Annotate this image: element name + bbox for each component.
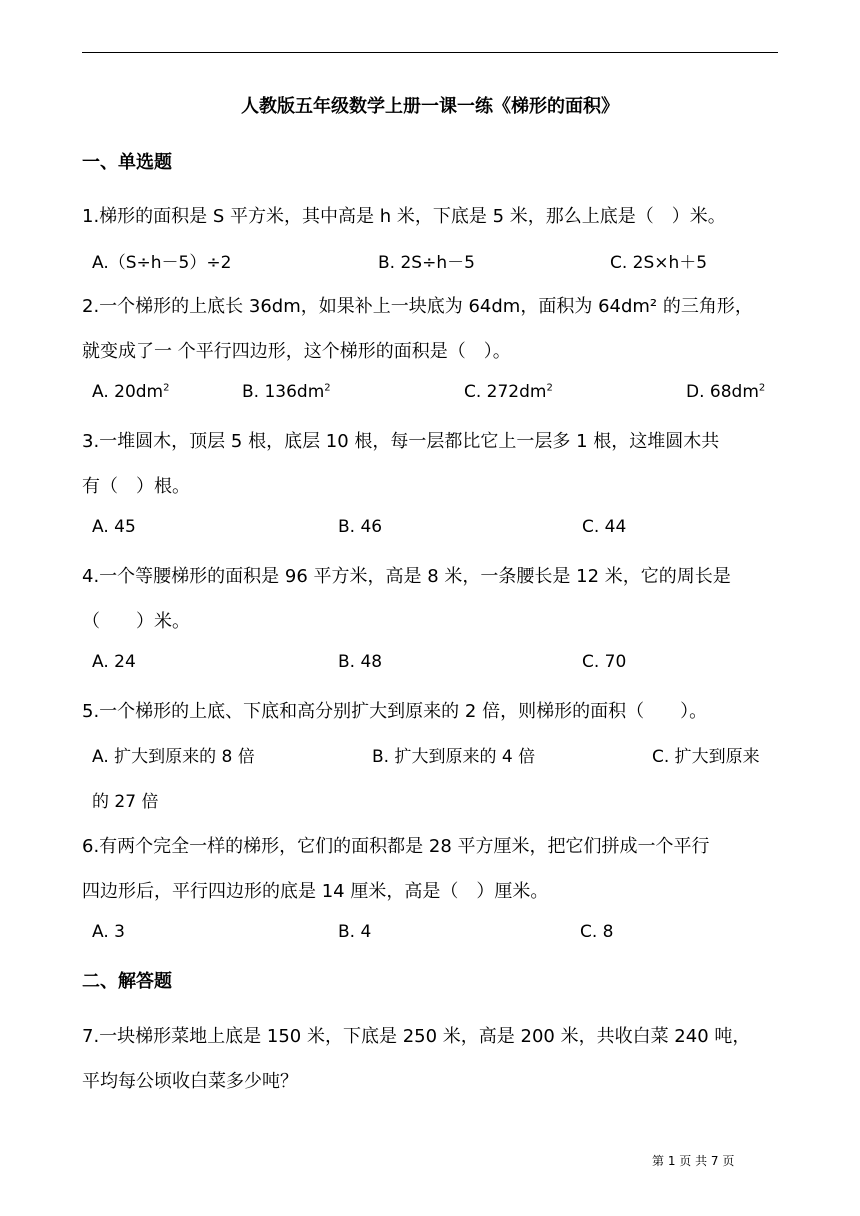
question-5-option-c-continued: 的 27 倍 (92, 792, 159, 812)
section-heading-single-choice: 一、单选题 (82, 152, 172, 173)
question-6-line-2: 四边形后，平行四边形的底是 14 厘米，高是（ ）厘米。 (82, 881, 549, 902)
question-5-option-c: C. 扩大到原来 (652, 747, 760, 767)
section-heading-answer-questions: 二、解答题 (82, 971, 172, 992)
document-title: 人教版五年级数学上册一课一练《梯形的面积》 (241, 96, 619, 117)
question-6-option-a: A. 3 (92, 922, 125, 942)
question-2-option-b: B. $136dm^2$ (242, 382, 331, 402)
question-4-option-b: B. 48 (338, 652, 383, 672)
question-2-option-a: A. $20dm^2$ (92, 382, 170, 402)
question-1-text: 1.梯形的面积是 S 平方米，其中高是 h 米，下底是 5 米，那么上底是（ ）米。 (82, 206, 726, 227)
question-5-option-b: B. 扩大到原来的 4 倍 (372, 747, 536, 767)
question-1-option-c: C. 2S×h＋5 (610, 253, 708, 273)
question-7-line-2: 平均每公顷收白菜多少吨？ (82, 1071, 298, 1092)
question-2-option-c: C. $272dm^2$ (464, 382, 553, 402)
question-4-line-2: （ ）米。 (82, 611, 190, 632)
question-1-option-a: A.（S÷h－5）÷2 (92, 253, 232, 273)
question-3-option-a: A. 45 (92, 517, 136, 537)
question-5-text: 5.一个梯形的上底、下底和高分别扩大到原来的 2 倍，则梯形的面积（ ）。 (82, 701, 708, 722)
page-number: 第 1 页 共 7 页 (652, 1154, 735, 1168)
question-5-option-a: A. 扩大到原来的 8 倍 (92, 747, 255, 767)
question-4-option-a: A. 24 (92, 652, 136, 672)
question-6-option-b: B. 4 (338, 922, 372, 942)
question-2-option-d: D. $68dm^2$ (686, 382, 766, 402)
question-6-option-c: C. 8 (580, 922, 614, 942)
header-rule (82, 52, 778, 53)
question-3-option-c: C. 44 (582, 517, 627, 537)
question-3-line-2: 有（ ）根。 (82, 476, 190, 497)
question-4-option-c: C. 70 (582, 652, 627, 672)
question-6-line-1: 6.有两个完全一样的梯形，它们的面积都是 28 平方厘米，把它们拼成一个平行 (82, 836, 710, 857)
question-4-line-1: 4.一个等腰梯形的面积是 96 平方米，高是 8 米，一条腰长是 12 米，它的周长是 (82, 566, 731, 587)
question-1-option-b: B. 2S÷h－5 (378, 253, 475, 273)
question-2-line-2: 就变成了一 个平行四边形，这个梯形的面积是（ ）。 (82, 341, 511, 362)
question-7-line-1: 7.一块梯形菜地上底是 150 米，下底是 250 米，高是 200 米，共收白菜 240 吨， (82, 1026, 751, 1047)
question-3-option-b: B. 46 (338, 517, 383, 537)
question-3-line-1: 3.一堆圆木，顶层 5 根，底层 10 根，每一层都比它上一层多 1 根，这堆圆木共 (82, 431, 720, 452)
question-2-line-1: 2.一个梯形的上底长 36dm，如果补上一块底为 64dm，面积为 64dm² 的三角形， (82, 296, 753, 317)
